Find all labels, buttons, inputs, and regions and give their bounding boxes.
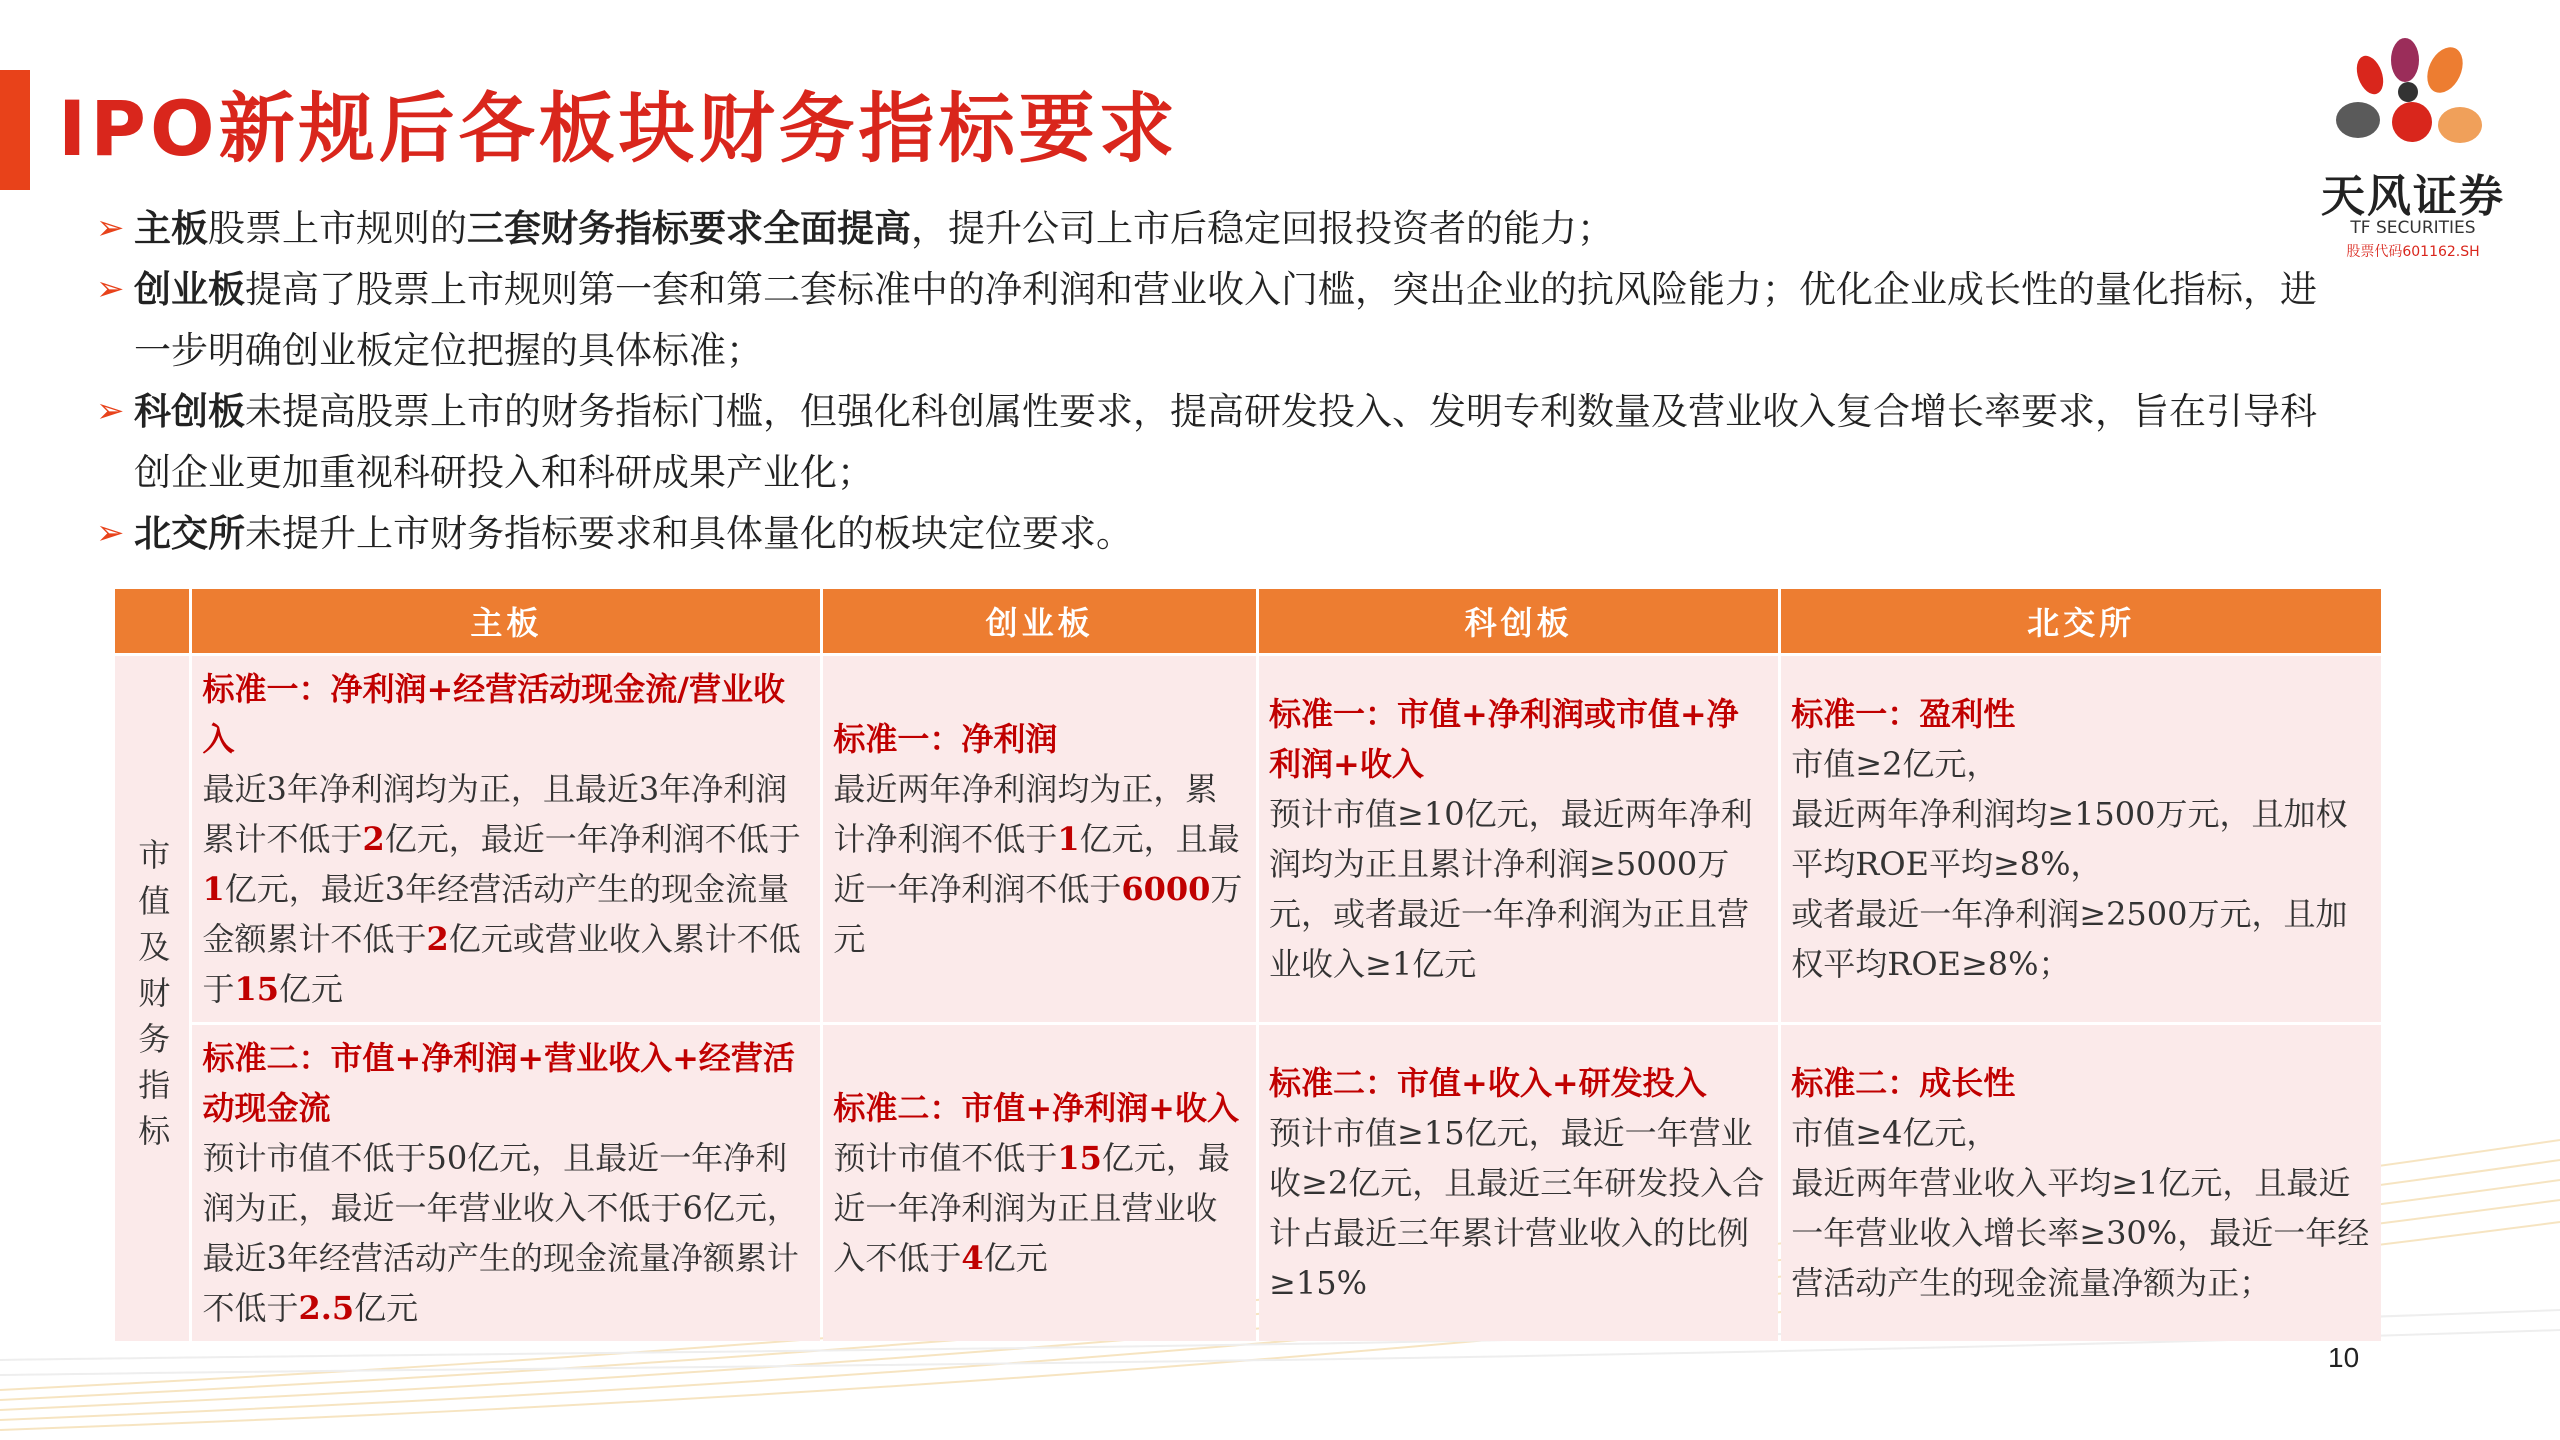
cell-star-standard-1 (1259, 656, 1778, 1022)
logo-stock-code: 股票代码601162.SH (2346, 244, 2480, 260)
title-accent-bar (0, 70, 30, 190)
cell-body: 预计市值≥10亿元，最近两年净利润均为正且累计净利润≥5000万元，或者最近一年净利润为正且营业收入≥1亿元 (1269, 795, 1753, 983)
table-row (115, 656, 2381, 1022)
cell-bse-standard-1 (1781, 656, 2381, 1022)
bullet-keyword: 科创板 (134, 389, 245, 433)
bullet-gem-board (96, 259, 2336, 381)
requirements-table (112, 586, 2384, 1344)
cell-body: 最近两年净利润均为正，累计净利润不低于1亿元，且最近一年净利润不低于6000万元 (833, 770, 1243, 958)
arrow-bullet-icon: ➢ (96, 513, 125, 553)
cell-heading: 标准一：净利润+经营活动现金流/营业收入 (202, 670, 785, 758)
cell-gem-standard-1 (823, 656, 1256, 1022)
cell-star-standard-2 (1259, 1025, 1778, 1341)
cell-body: 预计市值≥15亿元，最近一年营业收≥2亿元，且最近三年研发投入合计占最近三年累计营业收入的比例≥15% (1269, 1114, 1765, 1302)
cell-body: 预计市值不低于50亿元，且最近一年净利润为正，最近一年营业收入不低于6亿元，最近3年经营活动产生的现金流量净额累计不低于2.5亿元 (202, 1139, 799, 1327)
cell-main-standard-1 (192, 656, 820, 1022)
flower-icon (2336, 38, 2482, 143)
bullet-keyword: 主板 (134, 206, 208, 250)
logo-chinese-name: 天风证券 (2321, 171, 2505, 222)
logo-english-name: TF SECURITIES (2350, 218, 2476, 238)
cell-body: 预计市值不低于15亿元，最近一年净利润为正且营业收入不低于4亿元 (833, 1139, 1230, 1277)
page-number: 10 (2328, 1342, 2360, 1373)
cell-body: 市值≥2亿元， (1791, 745, 1999, 783)
bullet-keyword: 三套财务指标要求全面提高 (467, 206, 911, 250)
bullet-star-board (96, 381, 2336, 503)
cell-heading: 标准二：市值+净利润+收入 (833, 1089, 1239, 1127)
bullet-text: 股票上市规则的 (208, 207, 467, 250)
header-empty (115, 589, 189, 653)
bullet-main-board (96, 198, 2336, 259)
cell-bse-standard-2 (1781, 1025, 2381, 1341)
table-header-row (115, 589, 2381, 653)
arrow-bullet-icon: ➢ (96, 391, 125, 431)
cell-heading: 标准一：盈利性 (1791, 695, 2016, 733)
bullet-text: 提高了股票上市规则第一套和第二套标准中的净利润和营业收入门槛，突出企业的抗风险能力；优化企业成长性的量化指标，进一步明确创业板定位把握的具体标准； (134, 268, 2317, 372)
page-title: IPO新规后各板块财务指标要求 (58, 84, 1179, 173)
table-row (115, 1025, 2381, 1341)
row-label (115, 656, 189, 1341)
header-main-board: 主板 (192, 589, 820, 653)
cell-heading: 标准二：成长性 (1791, 1064, 2016, 1102)
bullet-text: ，提升公司上市后稳定回报投资者的能力； (911, 207, 1614, 250)
cell-body: 或者最近一年净利润≥2500万元，且加权平均ROE≥8%； (1791, 895, 2348, 983)
header-bse: 北交所 (1781, 589, 2381, 653)
cell-heading: 标准二：市值+收入+研发投入 (1269, 1064, 1707, 1102)
cell-body: 市值≥4亿元， (1791, 1114, 1999, 1152)
bullet-list (96, 198, 2336, 564)
header-star: 科创板 (1259, 589, 1778, 653)
bullet-keyword: 北交所 (134, 511, 245, 555)
bullet-bse (96, 503, 2336, 564)
arrow-bullet-icon: ➢ (96, 208, 125, 248)
cell-main-standard-2 (192, 1025, 820, 1341)
bullet-keyword: 创业板 (134, 267, 245, 311)
row-label-text: 市值及财务指标 (133, 837, 172, 1160)
cell-body: 最近3年净利润均为正，且最近3年净利润累计不低于2亿元，最近一年净利润不低于1亿元，最近3年经营活动产生的现金流量金额累计不低于2亿元或营业收入累计不低于15亿元 (202, 770, 801, 1008)
cell-heading: 标准一：市值+净利润或市值+净利润+收入 (1269, 695, 1739, 783)
cell-heading: 标准一：净利润 (833, 720, 1058, 758)
cell-gem-standard-2 (823, 1025, 1256, 1341)
bullet-text: 未提升上市财务指标要求和具体量化的板块定位要求。 (245, 512, 1133, 555)
cell-heading: 标准二：市值+净利润+营业收入+经营活动现金流 (202, 1039, 795, 1127)
cell-body: 最近两年营业收入平均≥1亿元，且最近一年营业收入增长率≥30%，最近一年经营活动产生的现金流量净额为正； (1791, 1164, 2370, 1302)
header-gem: 创业板 (823, 589, 1256, 653)
arrow-bullet-icon: ➢ (96, 269, 125, 309)
cell-body: 最近两年净利润均≥1500万元，且加权平均ROE平均≥8%， (1791, 795, 2348, 883)
bullet-text: 未提高股票上市的财务指标门槛，但强化科创属性要求，提高研发投入、发明专利数量及营业收入复合增长率要求，旨在引导科创企业更加重视科研投入和科研成果产业化； (134, 390, 2317, 494)
